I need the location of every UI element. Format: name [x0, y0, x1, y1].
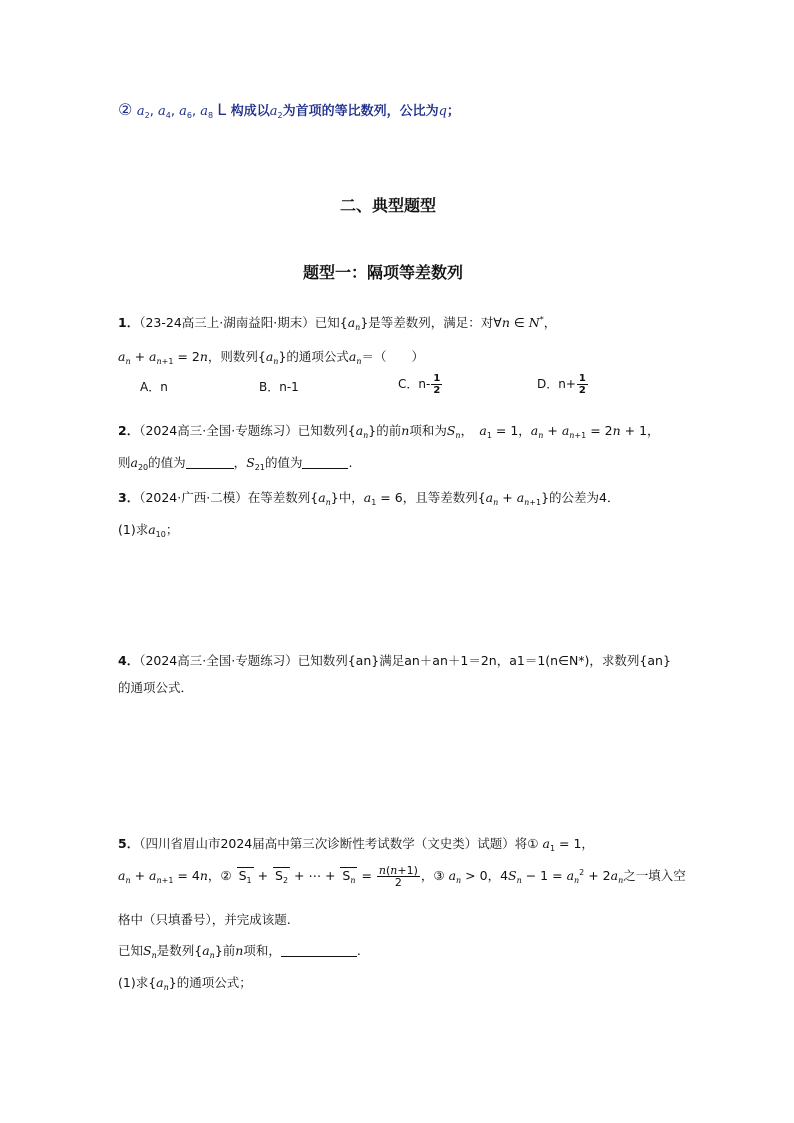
q1-source: （23-24高三上·湖南益阳·期末） — [139, 315, 315, 330]
blank-3[interactable] — [281, 944, 357, 957]
question-1: 1．（23-24高三上·湖南益阳·期末）已知$\{a_n\}$是等差数列，满足：对∀n ∈ N*， — [118, 315, 557, 332]
q1-option-a[interactable]: A．n — [140, 380, 168, 394]
question-5-line2: $a_n + a_{n+1} = 4n$，② $S_1 + S_2$ + ⋯ + $S_n$ = $\frac{n(n+1)}{2}$ ，③ $a_n > 0$，$4S_n - 1 = a_n^2 + 2a_n$之一填入空 — [118, 864, 686, 889]
question-5-part1: (1)求$\{a_n\}$的通项公式； — [118, 975, 252, 992]
question-5-line4: 已知$S_n$是数列$\{a_n\}$前n项和， . — [118, 943, 361, 960]
circled-number-2: ② — [118, 100, 133, 119]
question-4: 4．（2024高三·全国·专题练习）已知数列{an}满足an＋an＋1＝2n，a1＝1(n∈N*)，求数列{an} — [118, 653, 671, 668]
question-3-part1: (1)求$a_{10}$； — [118, 522, 179, 539]
blank-2[interactable] — [302, 456, 348, 469]
question-2-line2: 则$a_{20}$的值为 ，$S_{21}$的值为 . — [118, 455, 353, 472]
q1-option-d[interactable]: D．n+ $\frac{1}{2}$ — [537, 373, 586, 396]
question-4-line2: 的通项公式． — [118, 680, 194, 695]
q1-option-c[interactable]: C．n- $\frac{1}{2}$ — [398, 373, 441, 396]
terms-list: $a_2$, $a_4$, $a_6$, $a_8$ L — [136, 100, 227, 120]
type-title: 题型一：隔项等差数列 — [303, 263, 464, 282]
property-2: ② $a_2$, $a_4$, $a_6$, $a_8$ L 构成以$a_2$为首项的等比数列，公比为q； — [118, 100, 460, 120]
blank-1[interactable] — [186, 456, 234, 469]
section-title: 二、典型题型 — [340, 196, 437, 215]
question-3: 3．（2024·广西·二模）在等差数列$\{a_n\}$中，$a_1 = 6$，且等差数列$\{a_n + a_{n+1}\}$的公差为4． — [118, 490, 620, 507]
q1-option-b[interactable]: B．n-1 — [259, 380, 299, 394]
question-5-line3: 格中（只填番号），并完成该题. — [118, 912, 291, 927]
question-1-line2: $a_n + a_{n+1} = 2n$，则数列$\{a_n\}$的通项公式$a_n=$（ ） — [118, 349, 425, 366]
question-2: 2．（2024高三·全国·专题练习）已知数列$\{a_n\}$的前n项和为$S_n$， $a_1 = 1$，$a_n + a_{n+1} = 2n + 1$， — [118, 423, 660, 440]
question-5: 5．（四川省眉山市2024届高中第三次诊断性考试数学（文史类）试题）将① $a_1 = 1$， — [118, 836, 594, 853]
